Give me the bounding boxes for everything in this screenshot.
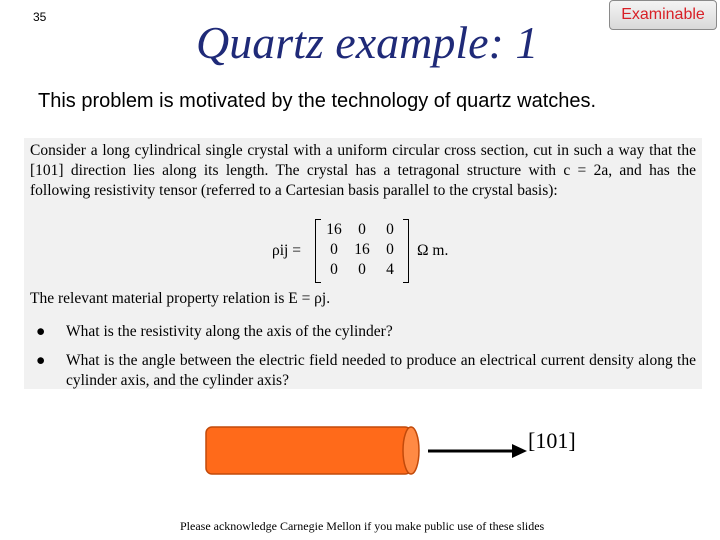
- matrix-cell: 0: [386, 241, 394, 258]
- cylinder-body: [206, 427, 411, 474]
- matrix-cell: 4: [386, 261, 394, 278]
- matrix-cell: 16: [354, 241, 370, 258]
- question-text: What is the resistivity along the axis of the cylinder?: [66, 323, 393, 340]
- problem-box: [24, 138, 702, 389]
- equation-lhs: ρij =: [272, 242, 301, 259]
- crystal-cylinder: [204, 425, 422, 477]
- axis-arrow: [428, 425, 528, 465]
- problem-paragraph: Consider a long cylindrical single crystal with a uniform circular cross section, cut in such a way that the [101] direction lies along its length. The crystal has a tetragonal structure with c = 2a, and has the following resistivity tensor (referred to a Cartesian basis parallel to the crystal basis):: [30, 142, 696, 199]
- bullet-icon: ●: [36, 323, 46, 340]
- material-relation: The relevant material property relation is E = ρj.: [30, 290, 331, 307]
- direction-label: [101]: [528, 428, 576, 453]
- examinable-badge: Examinable: [609, 0, 717, 30]
- tensor-matrix: [315, 219, 409, 283]
- matrix-cell: 0: [386, 221, 394, 238]
- footer-acknowledgement: Please acknowledge Carnegie Mellon if you make public use of these slides: [180, 519, 545, 533]
- matrix-cell: 0: [330, 261, 338, 278]
- cylinder-end-cap: [403, 427, 419, 474]
- list-item: [34, 351, 696, 391]
- matrix-cell: 0: [358, 261, 366, 278]
- matrix-cell: 16: [326, 221, 342, 238]
- intro-text: This problem is motivated by the technology of quartz watches.: [38, 90, 597, 112]
- resistivity-tensor-equation: [272, 219, 572, 285]
- slide-number: 35: [33, 10, 47, 24]
- list-item: [34, 322, 696, 342]
- arrow-head: [512, 444, 527, 458]
- slide-title: Quartz example: 1: [196, 17, 539, 68]
- question-text: What is the angle between the electric field needed to produce an electrical current density along the cylinder axis, and the cylinder axis?: [66, 352, 696, 389]
- question-list: [34, 322, 696, 400]
- equation-unit: Ω m.: [417, 242, 449, 259]
- bullet-icon: ●: [36, 352, 46, 369]
- matrix-cell: 0: [330, 241, 338, 258]
- matrix-cell: 0: [358, 221, 366, 238]
